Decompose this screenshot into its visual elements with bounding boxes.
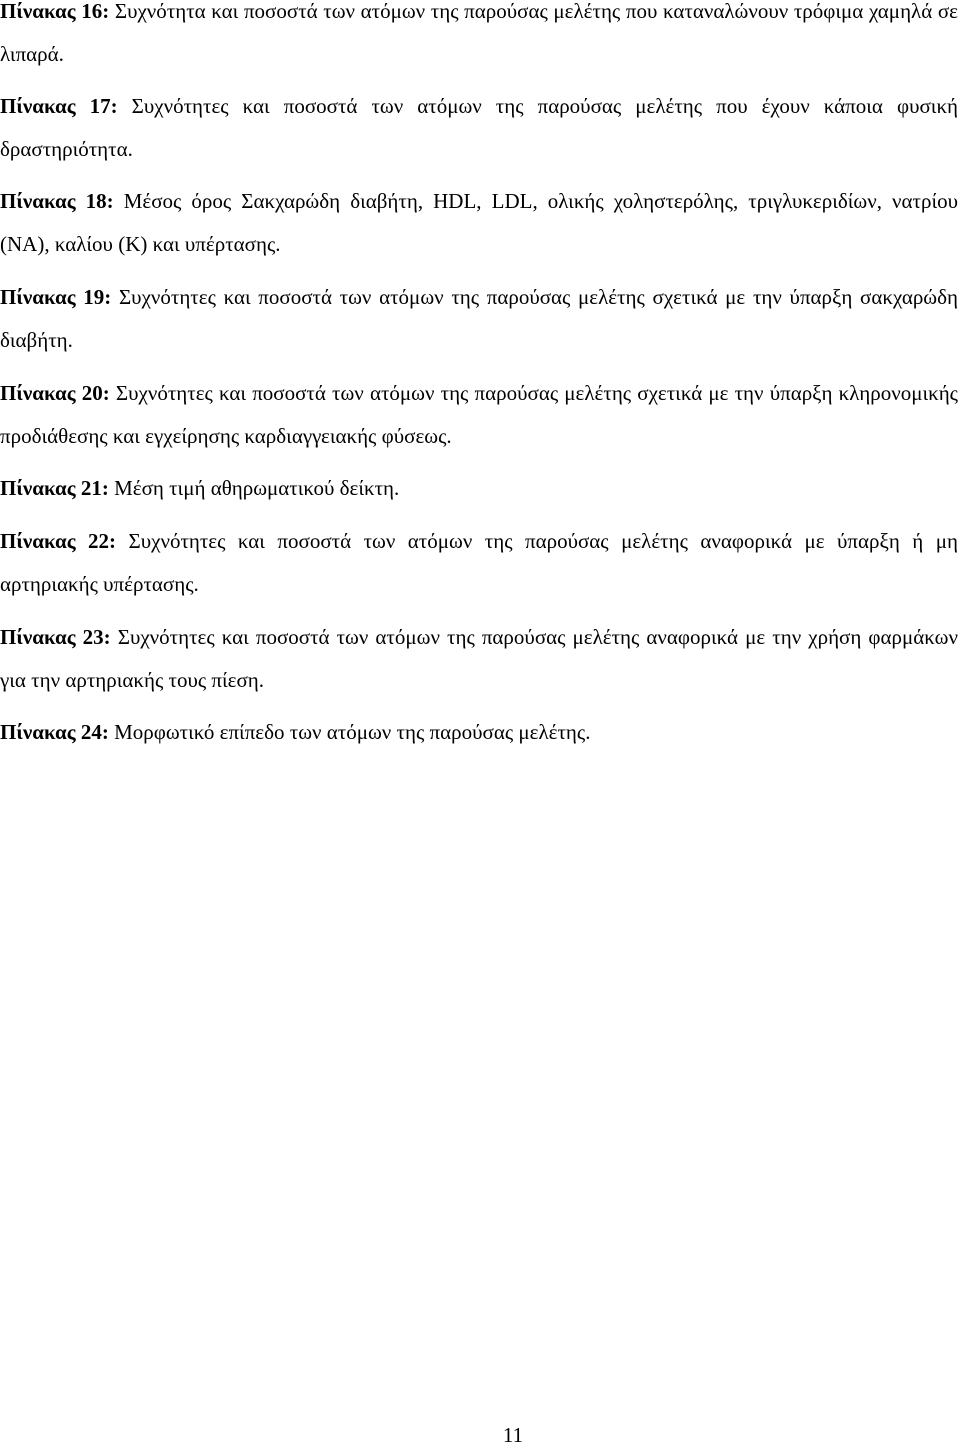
table-entry-24 — [0, 711, 958, 754]
table-entry-text: Συχνότητες και ποσοστά των ατόμων της παρούσας μελέτης σχετικά με την ύπαρξη κληρονομικής προδιάθεσης και εγχείρησης καρδιαγγειακής φύσεως. — [0, 381, 958, 448]
table-entry-label: Πίνακας 23: — [0, 625, 111, 649]
table-entry-17 — [0, 85, 958, 171]
table-entry-text: Μέσος όρος Σακχαρώδη διαβήτη, HDL, LDL, ολικής χοληστερόλης, τριγλυκεριδίων, νατρίου (ΝΑ), καλίου (Κ) και υπέρτασης. — [0, 189, 959, 256]
table-entry-text: Συχνότητα και ποσοστά των ατόμων της παρούσας μελέτης που καταναλώνουν τρόφιμα χαμηλά σε λιπαρά. — [0, 0, 959, 66]
table-entry-text: Συχνότητες και ποσοστά των ατόμων της παρούσας μελέτης σχετικά με την ύπαρξη σακχαρώδη διαβήτη. — [0, 285, 958, 352]
table-entry-21 — [0, 467, 958, 510]
table-entry-18 — [0, 180, 958, 266]
table-entry-22 — [0, 520, 958, 606]
table-entry-label: Πίνακας 20: — [0, 381, 110, 405]
table-entry-20 — [0, 372, 958, 458]
table-entry-19 — [0, 276, 958, 362]
table-entry-label: Πίνακας 18: — [0, 189, 114, 213]
table-entry-23 — [0, 616, 958, 702]
table-entry-text: Μορφωτικό επίπεδο των ατόμων της παρούσας μελέτης. — [108, 720, 591, 744]
table-entry-text: Μέση τιμή αθηρωματικού δείκτη. — [108, 476, 400, 500]
table-entry-label: Πίνακας 24: — [0, 720, 109, 744]
table-entry-label: Πίνακας 21: — [0, 476, 109, 500]
table-entry-label: Πίνακας 22: — [0, 529, 117, 553]
table-entry-label: Πίνακας 17: — [0, 94, 118, 118]
page-number: 11 — [502, 1423, 524, 1447]
table-entry-text: Συχνότητες και ποσοστά των ατόμων της παρούσας μελέτης που έχουν κάποια φυσική δραστηριότητα. — [0, 94, 959, 161]
table-entry-16 — [0, 0, 958, 76]
table-entry-text: Συχνότητες και ποσοστά των ατόμων της παρούσας μελέτης αναφορικά με ύπαρξη ή μη αρτηριακής υπέρτασης. — [0, 529, 958, 596]
table-entry-label: Πίνακας 16: — [0, 0, 110, 23]
table-entry-label: Πίνακας 19: — [0, 285, 112, 309]
table-entry-text: Συχνότητες και ποσοστά των ατόμων της παρούσας μελέτης αναφορικά με την χρήση φαρμάκων για την αρτηριακής τους πίεση. — [0, 625, 959, 692]
